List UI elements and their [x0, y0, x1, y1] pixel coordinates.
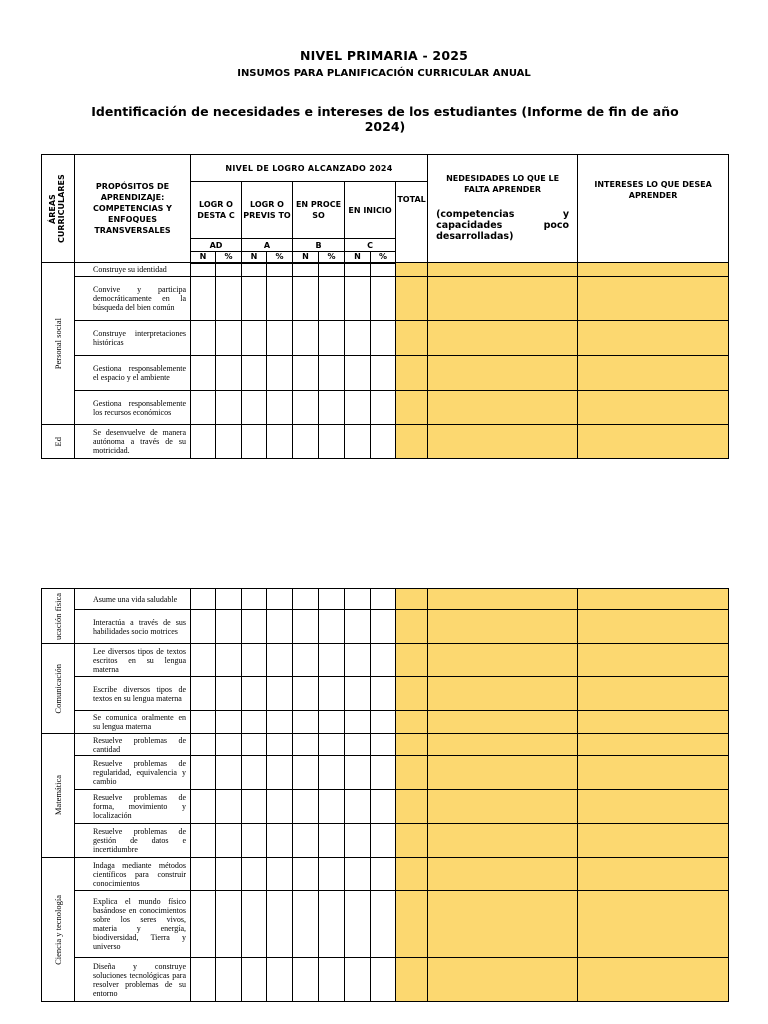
count-cell[interactable] — [242, 958, 267, 1002]
percent-cell[interactable] — [319, 677, 345, 711]
competency-row — [42, 790, 729, 824]
intereses-cell[interactable] — [578, 677, 729, 711]
level-code-ad: AD — [191, 239, 242, 252]
percent-cell[interactable] — [267, 824, 293, 858]
area-label: Comunicación — [42, 644, 75, 734]
necesidades-cell[interactable] — [428, 824, 578, 858]
count-cell[interactable] — [242, 858, 267, 891]
necesidades-cell[interactable] — [428, 677, 578, 711]
percent-cell[interactable] — [319, 891, 345, 958]
intereses-cell[interactable] — [578, 277, 729, 321]
percent-cell[interactable] — [216, 277, 242, 321]
percent-cell[interactable] — [371, 958, 396, 1002]
total-cell[interactable] — [396, 356, 428, 391]
count-cell[interactable] — [242, 277, 267, 321]
total-cell[interactable] — [396, 824, 428, 858]
count-cell[interactable] — [191, 589, 216, 610]
necesidades-cell[interactable] — [428, 958, 578, 1002]
necesidades-cell[interactable] — [428, 711, 578, 734]
competency-label: Resuelve problemas de cantidad — [75, 734, 191, 756]
count-cell[interactable] — [293, 644, 319, 677]
competency-row — [42, 391, 729, 425]
total-cell[interactable] — [396, 677, 428, 711]
percent-cell[interactable] — [319, 858, 345, 891]
count-cell[interactable] — [345, 824, 371, 858]
necesidades-cell[interactable] — [428, 891, 578, 958]
count-cell[interactable] — [345, 277, 371, 321]
percent-cell[interactable] — [216, 677, 242, 711]
percent-cell[interactable] — [319, 391, 345, 425]
competency-row — [42, 277, 729, 321]
total-cell[interactable] — [396, 891, 428, 958]
percent-cell[interactable] — [216, 589, 242, 610]
intereses-cell[interactable] — [578, 858, 729, 891]
percent-cell[interactable] — [267, 891, 293, 958]
percent-cell[interactable] — [216, 711, 242, 734]
competency-row — [42, 711, 729, 734]
areas-header: ÁREAS CURRICULARES — [42, 155, 75, 263]
percent-cell[interactable] — [319, 589, 345, 610]
necesidades-cell[interactable] — [428, 734, 578, 756]
percent-cell[interactable] — [216, 756, 242, 790]
nivel-logro-header: NIVEL DE LOGRO ALCANZADO 2024 — [191, 155, 428, 182]
percent-cell[interactable] — [371, 610, 396, 644]
needs-table-page2 — [41, 588, 729, 1002]
count-cell[interactable] — [345, 891, 371, 958]
necesidades-cell[interactable] — [428, 589, 578, 610]
count-cell[interactable] — [191, 756, 216, 790]
count-cell[interactable] — [293, 677, 319, 711]
intereses-cell[interactable] — [578, 756, 729, 790]
count-cell[interactable] — [293, 425, 319, 459]
total-cell[interactable] — [396, 263, 428, 277]
competency-label: Interactúa a través de sus habilidades socio motrices — [75, 610, 191, 644]
competency-label: Gestiona responsablemente los recursos económicos — [75, 391, 191, 425]
count-cell[interactable] — [293, 277, 319, 321]
count-cell[interactable] — [191, 858, 216, 891]
count-cell[interactable] — [345, 858, 371, 891]
intereses-cell[interactable] — [578, 734, 729, 756]
necesidades-cell[interactable] — [428, 277, 578, 321]
count-cell[interactable] — [242, 321, 267, 356]
count-cell[interactable] — [242, 711, 267, 734]
percent-cell[interactable] — [371, 858, 396, 891]
competency-row — [42, 824, 729, 858]
competency-label: Se comunica oralmente en su lengua materna — [75, 711, 191, 734]
total-cell[interactable] — [396, 321, 428, 356]
percent-cell[interactable] — [319, 958, 345, 1002]
count-cell[interactable] — [242, 644, 267, 677]
percent-cell[interactable] — [216, 858, 242, 891]
total-cell[interactable] — [396, 756, 428, 790]
area-label: Ed — [42, 425, 75, 459]
percent-cell[interactable] — [216, 610, 242, 644]
intereses-cell[interactable] — [578, 321, 729, 356]
intereses-cell[interactable] — [578, 644, 729, 677]
percent-cell[interactable] — [267, 610, 293, 644]
count-cell[interactable] — [242, 734, 267, 756]
count-cell[interactable] — [345, 263, 371, 277]
count-cell[interactable] — [293, 321, 319, 356]
count-cell[interactable] — [345, 790, 371, 824]
count-cell[interactable] — [242, 824, 267, 858]
competency-label: Lee diversos tipos de textos escritos en su lengua materna — [75, 644, 191, 677]
competency-row — [42, 589, 729, 610]
competency-row — [42, 321, 729, 356]
count-cell[interactable] — [293, 391, 319, 425]
competency-label: Explica el mundo físico basándose en conocimientos sobre los seres vivos, materia y energía, biodiversidad, Tierra y universo — [75, 891, 191, 958]
percent-cell[interactable] — [216, 321, 242, 356]
area-label: Ciencia y tecnología — [42, 858, 75, 1002]
count-cell[interactable] — [345, 425, 371, 459]
competency-label: Resuelve problemas de regularidad, equivalencia y cambio — [75, 756, 191, 790]
intereses-cell[interactable] — [578, 391, 729, 425]
competency-label: Construye su identidad — [75, 263, 191, 277]
percent-cell[interactable] — [216, 425, 242, 459]
count-cell[interactable] — [191, 391, 216, 425]
intereses-cell[interactable] — [578, 263, 729, 277]
count-cell[interactable] — [293, 589, 319, 610]
count-cell[interactable] — [345, 644, 371, 677]
count-cell[interactable] — [345, 734, 371, 756]
count-cell[interactable] — [191, 711, 216, 734]
count-cell[interactable] — [191, 891, 216, 958]
count-cell[interactable] — [293, 891, 319, 958]
section-title: Identificación de necesidades e intereses de los estudiantes (Informe de fin de año 2024) — [91, 104, 679, 134]
percent-cell[interactable] — [216, 734, 242, 756]
count-cell[interactable] — [345, 356, 371, 391]
total-cell[interactable] — [396, 958, 428, 1002]
level-code-a: A — [242, 239, 293, 252]
competency-row — [42, 958, 729, 1002]
percent-cell[interactable] — [319, 790, 345, 824]
percent-cell[interactable] — [267, 677, 293, 711]
count-cell[interactable] — [191, 321, 216, 356]
competency-label: Construye interpretaciones históricas — [75, 321, 191, 356]
intereses-cell[interactable] — [578, 958, 729, 1002]
competency-row — [42, 734, 729, 756]
count-cell[interactable] — [345, 610, 371, 644]
count-cell[interactable] — [242, 589, 267, 610]
percent-cell[interactable] — [267, 711, 293, 734]
percent-cell[interactable] — [216, 824, 242, 858]
competency-row — [42, 610, 729, 644]
level-c-header: EN INICIO — [345, 182, 396, 239]
total-cell[interactable] — [396, 391, 428, 425]
percent-cell[interactable] — [319, 610, 345, 644]
necesidades-header: NEDESIDADES LO QUE LE FALTA APRENDER (competencias y capacidades poco desarrolladas) — [428, 155, 578, 263]
competency-row — [42, 756, 729, 790]
count-cell[interactable] — [242, 790, 267, 824]
percent-cell[interactable] — [267, 958, 293, 1002]
competency-label: Indaga mediante métodos científicos para construir conocimientos — [75, 858, 191, 891]
percent-cell[interactable] — [371, 790, 396, 824]
total-cell[interactable] — [396, 734, 428, 756]
intereses-cell[interactable] — [578, 790, 729, 824]
level-b-header: EN PROCE SO — [293, 182, 345, 239]
intereses-cell[interactable] — [578, 425, 729, 459]
count-cell[interactable] — [293, 263, 319, 277]
area-label: ucación física — [42, 589, 75, 644]
percent-cell[interactable] — [216, 644, 242, 677]
area-label: Personal social — [42, 263, 75, 425]
percent-cell[interactable] — [371, 891, 396, 958]
intereses-cell[interactable] — [578, 356, 729, 391]
percent-cell[interactable] — [216, 790, 242, 824]
competency-label: Resuelve problemas de forma, movimiento y localización — [75, 790, 191, 824]
count-cell[interactable] — [345, 711, 371, 734]
percent-cell[interactable] — [216, 263, 242, 277]
percent-cell[interactable] — [319, 824, 345, 858]
total-cell[interactable] — [396, 425, 428, 459]
count-cell[interactable] — [191, 263, 216, 277]
necesidades-cell[interactable] — [428, 858, 578, 891]
percent-cell[interactable] — [267, 858, 293, 891]
percent-cell[interactable] — [371, 824, 396, 858]
intereses-header: INTERESES LO QUE DESEA APRENDER — [578, 155, 729, 263]
competency-label: Gestiona responsablemente el espacio y el ambiente — [75, 356, 191, 391]
count-cell[interactable] — [191, 734, 216, 756]
count-cell[interactable] — [191, 824, 216, 858]
percent-cell[interactable] — [216, 356, 242, 391]
total-cell[interactable] — [396, 277, 428, 321]
percent-cell[interactable] — [371, 644, 396, 677]
total-cell[interactable] — [396, 790, 428, 824]
count-cell[interactable] — [191, 677, 216, 711]
necesidades-cell[interactable] — [428, 644, 578, 677]
count-cell[interactable] — [191, 644, 216, 677]
count-cell[interactable] — [293, 756, 319, 790]
count-cell[interactable] — [242, 356, 267, 391]
percent-cell[interactable] — [371, 711, 396, 734]
percent-cell[interactable] — [371, 321, 396, 356]
count-cell[interactable] — [293, 858, 319, 891]
pct-col-header: % — [319, 252, 345, 263]
competency-row — [42, 891, 729, 958]
percent-cell[interactable] — [267, 425, 293, 459]
percent-cell[interactable] — [267, 790, 293, 824]
total-cell[interactable] — [396, 610, 428, 644]
percent-cell[interactable] — [267, 391, 293, 425]
percent-cell[interactable] — [371, 263, 396, 277]
percent-cell[interactable] — [371, 391, 396, 425]
percent-cell[interactable] — [319, 277, 345, 321]
page-title: NIVEL PRIMARIA - 2025 — [299, 48, 469, 63]
count-cell[interactable] — [345, 589, 371, 610]
percent-cell[interactable] — [267, 356, 293, 391]
count-cell[interactable] — [191, 958, 216, 1002]
count-cell[interactable] — [191, 356, 216, 391]
competency-label: Se desenvuelve de manera autónoma a través de su motricidad. — [75, 425, 191, 459]
count-cell[interactable] — [191, 790, 216, 824]
necesidades-cell[interactable] — [428, 321, 578, 356]
intereses-cell[interactable] — [578, 891, 729, 958]
count-cell[interactable] — [191, 610, 216, 644]
competency-row — [42, 263, 729, 277]
intereses-cell[interactable] — [578, 589, 729, 610]
level-code-b: B — [293, 239, 345, 252]
count-cell[interactable] — [293, 356, 319, 391]
area-label: Matemática — [42, 734, 75, 858]
percent-cell[interactable] — [371, 425, 396, 459]
percent-cell[interactable] — [267, 277, 293, 321]
necesidades-cell[interactable] — [428, 790, 578, 824]
level-code-c: C — [345, 239, 396, 252]
count-cell[interactable] — [242, 756, 267, 790]
intereses-cell[interactable] — [578, 824, 729, 858]
count-cell[interactable] — [191, 425, 216, 459]
count-cell[interactable] — [191, 277, 216, 321]
percent-cell[interactable] — [319, 756, 345, 790]
intereses-cell[interactable] — [578, 711, 729, 734]
competency-row — [42, 356, 729, 391]
count-cell[interactable] — [242, 610, 267, 644]
necesidades-cell[interactable] — [428, 425, 578, 459]
necesidades-cell[interactable] — [428, 356, 578, 391]
n-col-header: N — [191, 252, 216, 263]
competency-row — [42, 677, 729, 711]
count-cell[interactable] — [345, 677, 371, 711]
necesidades-cell[interactable] — [428, 263, 578, 277]
percent-cell[interactable] — [267, 263, 293, 277]
necesidades-cell[interactable] — [428, 756, 578, 790]
count-cell[interactable] — [293, 824, 319, 858]
competency-label: Resuelve problemas de gestión de datos e incertidumbre — [75, 824, 191, 858]
total-cell[interactable] — [396, 711, 428, 734]
percent-cell[interactable] — [267, 734, 293, 756]
level-ad-header: LOGR O DESTA C — [191, 182, 242, 239]
n-col-header: N — [242, 252, 267, 263]
total-header: TOTAL — [396, 182, 428, 263]
competency-row — [42, 858, 729, 891]
percent-cell[interactable] — [319, 356, 345, 391]
page-subtitle: INSUMOS PARA PLANIFICACIÓN CURRICULAR ANUAL — [237, 68, 531, 79]
count-cell[interactable] — [345, 958, 371, 1002]
count-cell[interactable] — [293, 790, 319, 824]
count-cell[interactable] — [293, 734, 319, 756]
percent-cell[interactable] — [267, 644, 293, 677]
count-cell[interactable] — [293, 958, 319, 1002]
percent-cell[interactable] — [267, 756, 293, 790]
n-col-header: N — [293, 252, 319, 263]
count-cell[interactable] — [345, 756, 371, 790]
percent-cell[interactable] — [371, 677, 396, 711]
count-cell[interactable] — [242, 677, 267, 711]
competency-label: Diseña y construye soluciones tecnológicas para resolver problemas de su entorno — [75, 958, 191, 1002]
count-cell[interactable] — [345, 321, 371, 356]
percent-cell[interactable] — [371, 277, 396, 321]
competency-row — [42, 644, 729, 677]
percent-cell[interactable] — [267, 321, 293, 356]
percent-cell[interactable] — [319, 425, 345, 459]
n-col-header: N — [345, 252, 371, 263]
competency-row — [42, 425, 729, 459]
level-a-header: LOGR O PREVIS TO — [242, 182, 293, 239]
percent-cell[interactable] — [319, 734, 345, 756]
percent-cell[interactable] — [319, 711, 345, 734]
count-cell[interactable] — [345, 391, 371, 425]
pct-col-header: % — [216, 252, 242, 263]
necesidades-cell[interactable] — [428, 391, 578, 425]
count-cell[interactable] — [242, 891, 267, 958]
competency-label: Escribe diversos tipos de textos en su lengua materna — [75, 677, 191, 711]
count-cell[interactable] — [293, 610, 319, 644]
percent-cell[interactable] — [319, 644, 345, 677]
percent-cell[interactable] — [371, 756, 396, 790]
pct-col-header: % — [371, 252, 396, 263]
needs-table-page1 — [41, 154, 729, 459]
percent-cell[interactable] — [319, 321, 345, 356]
percent-cell[interactable] — [319, 263, 345, 277]
count-cell[interactable] — [242, 391, 267, 425]
total-cell[interactable] — [396, 589, 428, 610]
percent-cell[interactable] — [371, 589, 396, 610]
percent-cell[interactable] — [216, 391, 242, 425]
necesidades-cell[interactable] — [428, 610, 578, 644]
count-cell[interactable] — [293, 711, 319, 734]
intereses-cell[interactable] — [578, 610, 729, 644]
count-cell[interactable] — [242, 263, 267, 277]
propositos-header: PROPÓSITOS DE APRENDIZAJE: COMPETENCIAS Y ENFOQUES TRANSVERSALES — [75, 155, 191, 263]
total-cell[interactable] — [396, 858, 428, 891]
total-cell[interactable] — [396, 644, 428, 677]
percent-cell[interactable] — [216, 958, 242, 1002]
percent-cell[interactable] — [371, 356, 396, 391]
percent-cell[interactable] — [216, 891, 242, 958]
percent-cell[interactable] — [267, 589, 293, 610]
count-cell[interactable] — [242, 425, 267, 459]
competency-label: Convive y participa democráticamente en la búsqueda del bien común — [75, 277, 191, 321]
competency-label: Asume una vida saludable — [75, 589, 191, 610]
percent-cell[interactable] — [371, 734, 396, 756]
pct-col-header: % — [267, 252, 293, 263]
